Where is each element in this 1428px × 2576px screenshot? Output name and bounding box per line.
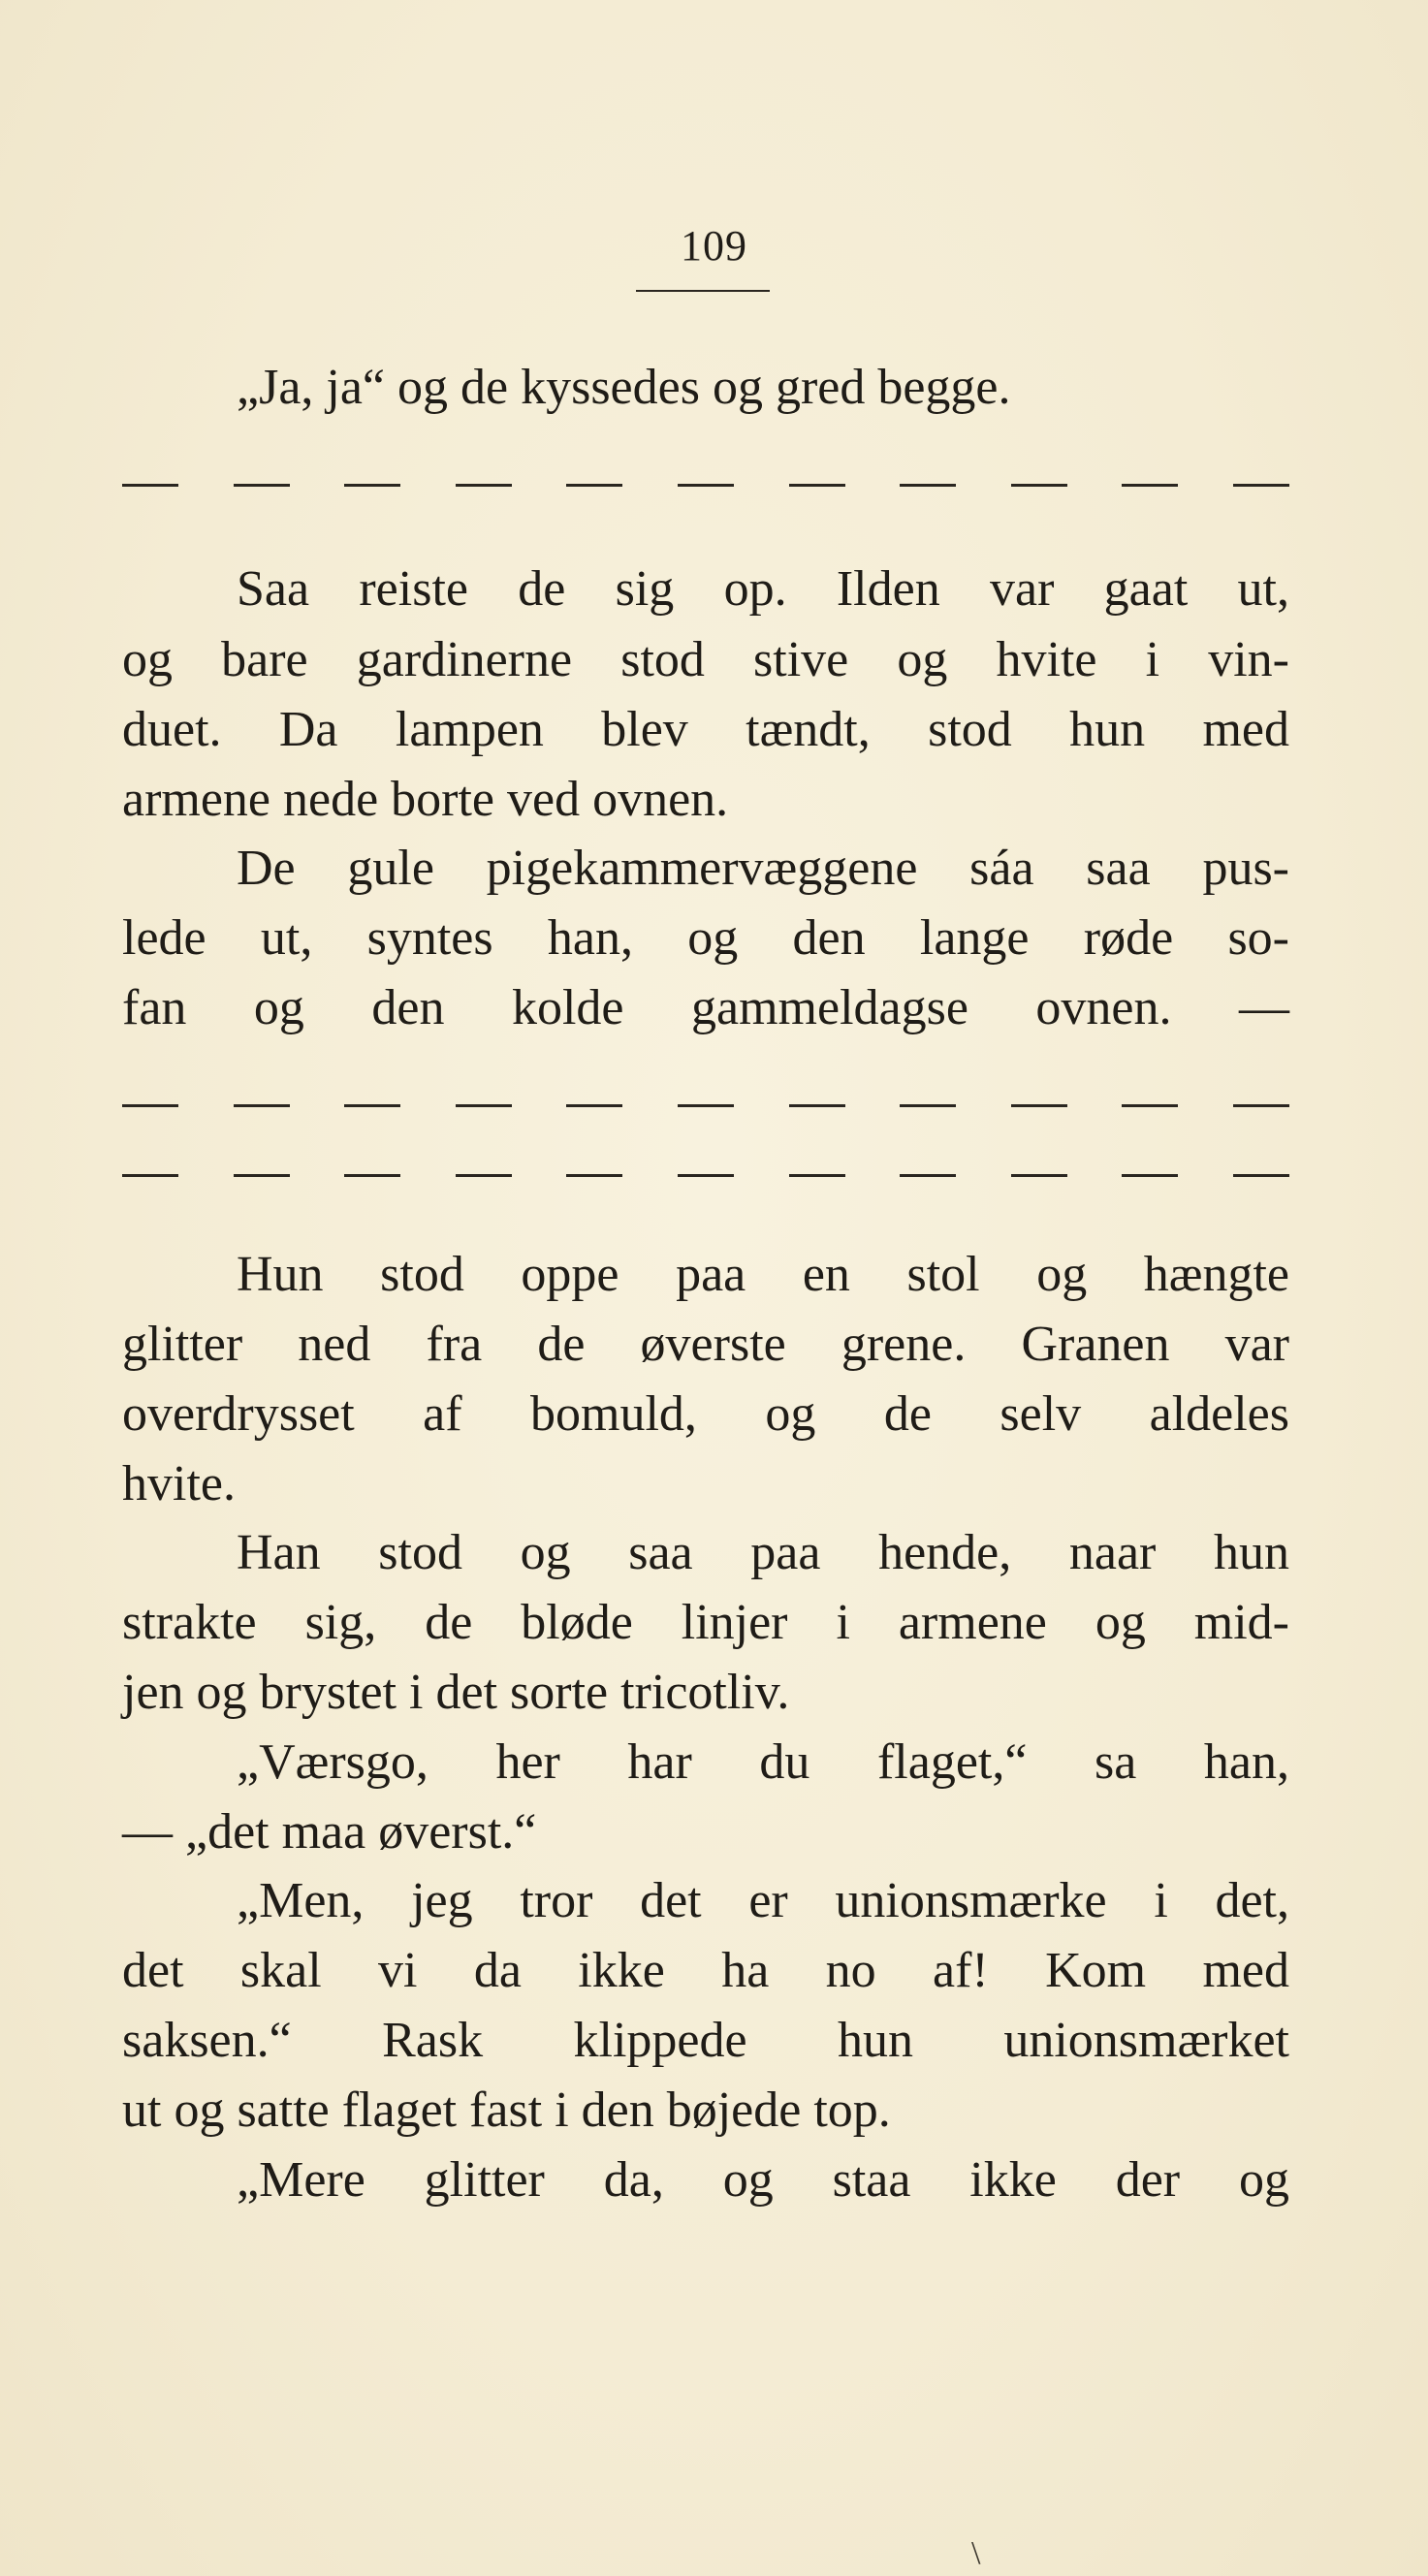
text-line: armene nede borte ved ovnen.	[122, 772, 729, 827]
text-line: jen og brystet i det sorte tricotliv.	[122, 1665, 790, 1720]
dash	[456, 1104, 512, 1107]
text-line: hvite.	[122, 1456, 236, 1511]
dash	[1233, 1174, 1289, 1177]
dash	[789, 1174, 845, 1177]
text-line: duet. Da lampen blev tændt, stod hun med	[122, 702, 1289, 757]
text-line: Hun stod oppe paa en stol og hængte	[237, 1247, 1289, 1302]
dash	[1233, 1104, 1289, 1107]
dash-separator	[122, 1174, 1289, 1178]
text-line: overdrysset af bomuld, og de selv aldeles	[122, 1386, 1289, 1442]
dash	[566, 1104, 622, 1107]
text-line: „Værsgo, her har du flaget,“ sa han,	[237, 1734, 1289, 1790]
text-line: „Mere glitter da, og staa ikke der og	[237, 2152, 1289, 2208]
dash	[1233, 484, 1289, 487]
dash	[122, 1174, 178, 1177]
text-line: og bare gardinerne stod stive og hvite i vin-	[122, 632, 1289, 687]
text-line: det skal vi da ikke ha no af! Kom med	[122, 1943, 1289, 1998]
dash	[566, 484, 622, 487]
dash	[1122, 1174, 1178, 1177]
text-line: De gule pigekammervæggene sáa saa pus-	[237, 841, 1289, 896]
page-number-rule	[636, 290, 770, 292]
text-line: ut og satte flaget fast i den bøjede top.	[122, 2083, 891, 2138]
dash	[900, 1174, 956, 1177]
dash	[456, 1174, 512, 1177]
dash	[456, 484, 512, 487]
dash	[1011, 1104, 1067, 1107]
text-line: — „det maa øverst.“	[122, 1804, 537, 1860]
text-line: „Men, jeg tror det er unionsmærke i det,	[237, 1873, 1289, 1928]
dash	[122, 1104, 178, 1107]
dash	[1011, 484, 1067, 487]
dash	[122, 484, 178, 487]
text-line: strakte sig, de bløde linjer i armene og mid-	[122, 1595, 1289, 1650]
text-line: „Ja, ja“ og de kyssedes og gred begge.	[237, 360, 1011, 415]
text-line: Han stod og saa paa hende, naar hun	[237, 1525, 1289, 1580]
text-line: glitter ned fra de øverste grene. Granen var	[122, 1317, 1289, 1372]
dash	[900, 484, 956, 487]
dash	[789, 1104, 845, 1107]
text-line: saksen.“ Rask klippede hun unionsmærket	[122, 2013, 1289, 2068]
dash	[344, 1104, 400, 1107]
dash-separator	[122, 484, 1289, 488]
text-line: fan og den kolde gammeldagse ovnen. —	[122, 980, 1289, 1035]
dash	[678, 484, 734, 487]
dash	[789, 484, 845, 487]
dash	[234, 1174, 290, 1177]
dash	[234, 1104, 290, 1107]
dash-separator	[122, 1104, 1289, 1108]
footer-mark: \	[971, 2535, 981, 2571]
text-line: lede ut, syntes han, og den lange røde so-	[122, 910, 1289, 966]
dash	[344, 484, 400, 487]
dash	[900, 1104, 956, 1107]
dash	[1122, 484, 1178, 487]
dash	[678, 1174, 734, 1177]
dash	[234, 484, 290, 487]
text-line: Saa reiste de sig op. Ilden var gaat ut,	[237, 561, 1289, 617]
page-number: 109	[681, 222, 747, 270]
dash	[1011, 1174, 1067, 1177]
dash	[1122, 1104, 1178, 1107]
dash	[566, 1174, 622, 1177]
dash	[344, 1174, 400, 1177]
dash	[678, 1104, 734, 1107]
